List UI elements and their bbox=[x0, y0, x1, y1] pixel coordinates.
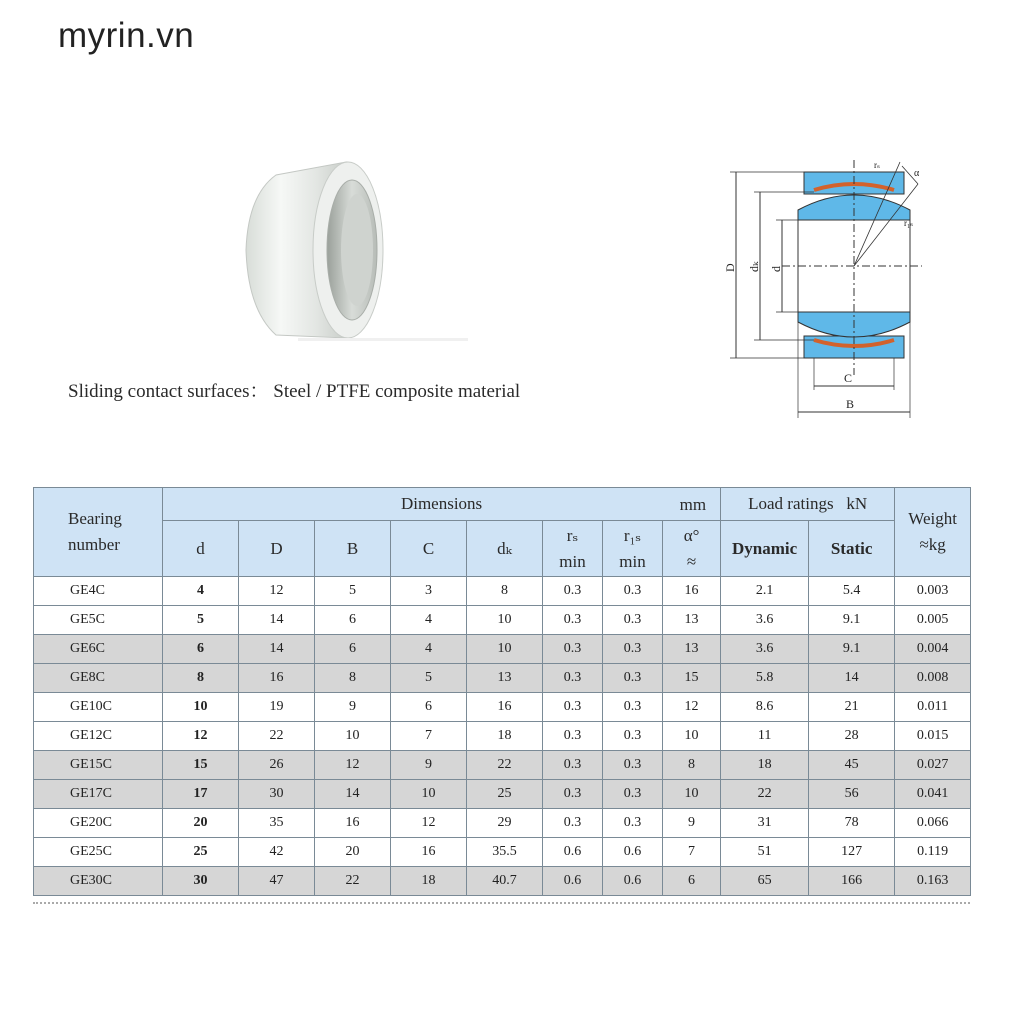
table-cell: 78 bbox=[809, 809, 895, 838]
table-cell: 17 bbox=[163, 780, 239, 809]
bearing-number-cell: GE10C bbox=[34, 693, 163, 722]
table-cell: 4 bbox=[163, 577, 239, 606]
table-row bbox=[34, 606, 971, 635]
table-cell: 0.3 bbox=[543, 722, 603, 751]
diagram-label-r1s: r₁ₛ bbox=[904, 218, 914, 228]
header-r1s: r₁ₛ min bbox=[603, 521, 663, 577]
table-row bbox=[34, 780, 971, 809]
bearing-spec-table bbox=[33, 487, 971, 896]
table-cell: 0.3 bbox=[603, 606, 663, 635]
header-dimensions: Dimensions mm bbox=[163, 488, 721, 521]
header-C: C bbox=[391, 521, 467, 577]
table-cell: 15 bbox=[163, 751, 239, 780]
table-cell: 0.6 bbox=[603, 867, 663, 896]
header-static: Static bbox=[809, 521, 895, 577]
table-cell: 127 bbox=[809, 838, 895, 867]
table-cell: 6 bbox=[315, 606, 391, 635]
table-cell: 0.011 bbox=[895, 693, 971, 722]
table-cell: 0.119 bbox=[895, 838, 971, 867]
table-cell: 22 bbox=[239, 722, 315, 751]
bearing-number-cell: GE5C bbox=[34, 606, 163, 635]
table-cell: 30 bbox=[239, 780, 315, 809]
bearing-number-cell: GE6C bbox=[34, 635, 163, 664]
bearing-cross-section-diagram bbox=[722, 150, 942, 425]
table-cell: 0.6 bbox=[603, 838, 663, 867]
table-cell: 18 bbox=[391, 867, 467, 896]
bearing-number-cell: GE8C bbox=[34, 664, 163, 693]
table-cell: 0.3 bbox=[543, 809, 603, 838]
table-row bbox=[34, 838, 971, 867]
header-alpha: α° ≈ bbox=[663, 521, 721, 577]
table-bottom-divider bbox=[33, 902, 970, 904]
table-cell: 15 bbox=[663, 664, 721, 693]
table-cell: 3.6 bbox=[721, 606, 809, 635]
table-cell: 10 bbox=[315, 722, 391, 751]
table-cell: 16 bbox=[391, 838, 467, 867]
table-cell: 20 bbox=[315, 838, 391, 867]
table-cell: 47 bbox=[239, 867, 315, 896]
table-cell: 0.015 bbox=[895, 722, 971, 751]
table-cell: 8 bbox=[315, 664, 391, 693]
table-cell: 6 bbox=[315, 635, 391, 664]
table-cell: 30 bbox=[163, 867, 239, 896]
table-cell: 12 bbox=[391, 809, 467, 838]
table-cell: 7 bbox=[391, 722, 467, 751]
table-cell: 12 bbox=[315, 751, 391, 780]
header-dynamic: Dynamic bbox=[721, 521, 809, 577]
watermark-logo: myrin.vn bbox=[58, 16, 195, 55]
table-cell: 14 bbox=[239, 606, 315, 635]
bearing-number-cell: GE30C bbox=[34, 867, 163, 896]
table-row bbox=[34, 635, 971, 664]
table-cell: 0.3 bbox=[603, 577, 663, 606]
table-cell: 10 bbox=[163, 693, 239, 722]
table-cell: 0.3 bbox=[543, 693, 603, 722]
table-cell: 11 bbox=[721, 722, 809, 751]
table-cell: 9.1 bbox=[809, 606, 895, 635]
table-cell: 2.1 bbox=[721, 577, 809, 606]
table-cell: 19 bbox=[239, 693, 315, 722]
diagram-label-alpha: α bbox=[914, 168, 920, 179]
header-weight: Weight ≈kg bbox=[895, 488, 971, 577]
table-cell: 22 bbox=[315, 867, 391, 896]
table-cell: 9 bbox=[315, 693, 391, 722]
table-cell: 3.6 bbox=[721, 635, 809, 664]
bearing-number-cell: GE12C bbox=[34, 722, 163, 751]
table-cell: 166 bbox=[809, 867, 895, 896]
table-cell: 0.3 bbox=[603, 635, 663, 664]
header-load-ratings: Load ratings kN bbox=[721, 488, 895, 521]
table-cell: 12 bbox=[663, 693, 721, 722]
table-cell: 0.3 bbox=[543, 606, 603, 635]
table-cell: 0.163 bbox=[895, 867, 971, 896]
table-row bbox=[34, 693, 971, 722]
table-cell: 0.008 bbox=[895, 664, 971, 693]
table-cell: 21 bbox=[809, 693, 895, 722]
table-cell: 35 bbox=[239, 809, 315, 838]
table-row bbox=[34, 722, 971, 751]
table-cell: 0.6 bbox=[543, 867, 603, 896]
table-cell: 3 bbox=[391, 577, 467, 606]
table-cell: 6 bbox=[391, 693, 467, 722]
table-cell: 5 bbox=[163, 606, 239, 635]
table-cell: 14 bbox=[239, 635, 315, 664]
table-row bbox=[34, 867, 971, 896]
table-cell: 25 bbox=[163, 838, 239, 867]
table-cell: 0.3 bbox=[603, 664, 663, 693]
table-cell: 4 bbox=[391, 635, 467, 664]
table-cell: 0.066 bbox=[895, 809, 971, 838]
table-cell: 7 bbox=[663, 838, 721, 867]
header-mm-unit: mm bbox=[679, 495, 707, 514]
bearing-number-cell: GE25C bbox=[34, 838, 163, 867]
table-cell: 13 bbox=[663, 606, 721, 635]
table-row bbox=[34, 751, 971, 780]
table-cell: 29 bbox=[467, 809, 543, 838]
table-cell: 26 bbox=[239, 751, 315, 780]
table-cell: 6 bbox=[163, 635, 239, 664]
table-cell: 6 bbox=[663, 867, 721, 896]
table-cell: 22 bbox=[721, 780, 809, 809]
table-row bbox=[34, 809, 971, 838]
table-cell: 65 bbox=[721, 867, 809, 896]
table-cell: 9.1 bbox=[809, 635, 895, 664]
table-cell: 0.3 bbox=[543, 780, 603, 809]
table-cell: 12 bbox=[239, 577, 315, 606]
table-cell: 14 bbox=[809, 664, 895, 693]
table-cell: 5 bbox=[315, 577, 391, 606]
table-cell: 31 bbox=[721, 809, 809, 838]
table-cell: 0.3 bbox=[543, 577, 603, 606]
table-cell: 9 bbox=[663, 809, 721, 838]
table-cell: 0.3 bbox=[543, 751, 603, 780]
diagram-label-D: D bbox=[723, 263, 737, 272]
table-cell: 9 bbox=[391, 751, 467, 780]
table-cell: 0.004 bbox=[895, 635, 971, 664]
table-cell: 18 bbox=[721, 751, 809, 780]
table-cell: 16 bbox=[239, 664, 315, 693]
table-cell: 16 bbox=[663, 577, 721, 606]
table-cell: 10 bbox=[663, 780, 721, 809]
table-cell: 5 bbox=[391, 664, 467, 693]
table-cell: 22 bbox=[467, 751, 543, 780]
diagram-label-rs: rₛ bbox=[874, 160, 881, 170]
diagram-label-C: C bbox=[844, 371, 853, 385]
table-cell: 45 bbox=[809, 751, 895, 780]
table-cell: 13 bbox=[663, 635, 721, 664]
header-B: B bbox=[315, 521, 391, 577]
table-cell: 0.041 bbox=[895, 780, 971, 809]
diagram-label-dk: dₖ bbox=[747, 261, 761, 272]
table-cell: 51 bbox=[721, 838, 809, 867]
table-cell: 5.4 bbox=[809, 577, 895, 606]
table-cell: 0.005 bbox=[895, 606, 971, 635]
table-cell: 8 bbox=[163, 664, 239, 693]
bearing-number-cell: GE15C bbox=[34, 751, 163, 780]
table-cell: 35.5 bbox=[467, 838, 543, 867]
header-d: d bbox=[163, 521, 239, 577]
header-dk: dₖ bbox=[467, 521, 543, 577]
header-rs: rₛ min bbox=[543, 521, 603, 577]
table-cell: 10 bbox=[391, 780, 467, 809]
table-cell: 28 bbox=[809, 722, 895, 751]
table-cell: 0.3 bbox=[543, 664, 603, 693]
header-bearing-number: Bearing number bbox=[34, 488, 163, 577]
table-cell: 10 bbox=[663, 722, 721, 751]
table-cell: 56 bbox=[809, 780, 895, 809]
table-row bbox=[34, 577, 971, 606]
diagram-label-d: d bbox=[769, 266, 783, 272]
bearing-number-cell: GE17C bbox=[34, 780, 163, 809]
table-cell: 10 bbox=[467, 606, 543, 635]
table-cell: 10 bbox=[467, 635, 543, 664]
table-cell: 12 bbox=[163, 722, 239, 751]
bearing-number-cell: GE4C bbox=[34, 577, 163, 606]
table-cell: 0.003 bbox=[895, 577, 971, 606]
table-cell: 5.8 bbox=[721, 664, 809, 693]
table-cell: 0.3 bbox=[603, 809, 663, 838]
table-cell: 4 bbox=[391, 606, 467, 635]
table-cell: 8 bbox=[467, 577, 543, 606]
table-cell: 14 bbox=[315, 780, 391, 809]
table-cell: 0.3 bbox=[603, 780, 663, 809]
table-cell: 25 bbox=[467, 780, 543, 809]
table-cell: 20 bbox=[163, 809, 239, 838]
material-caption: Sliding contact surfaces： Steel / PTFE composite material bbox=[68, 381, 521, 402]
table-cell: 0.3 bbox=[603, 693, 663, 722]
table-row bbox=[34, 664, 971, 693]
table-cell: 13 bbox=[467, 664, 543, 693]
table-cell: 0.3 bbox=[543, 635, 603, 664]
table-cell: 18 bbox=[467, 722, 543, 751]
table-cell: 0.3 bbox=[603, 751, 663, 780]
table-cell: 0.3 bbox=[603, 722, 663, 751]
table-cell: 0.027 bbox=[895, 751, 971, 780]
bearing-number-cell: GE20C bbox=[34, 809, 163, 838]
table-cell: 8 bbox=[663, 751, 721, 780]
table-cell: 42 bbox=[239, 838, 315, 867]
diagram-label-B: B bbox=[846, 397, 855, 411]
bearing-product-image bbox=[238, 150, 468, 350]
table-cell: 16 bbox=[315, 809, 391, 838]
table-cell: 0.6 bbox=[543, 838, 603, 867]
table-cell: 8.6 bbox=[721, 693, 809, 722]
table-cell: 40.7 bbox=[467, 867, 543, 896]
header-D: D bbox=[239, 521, 315, 577]
table-cell: 16 bbox=[467, 693, 543, 722]
